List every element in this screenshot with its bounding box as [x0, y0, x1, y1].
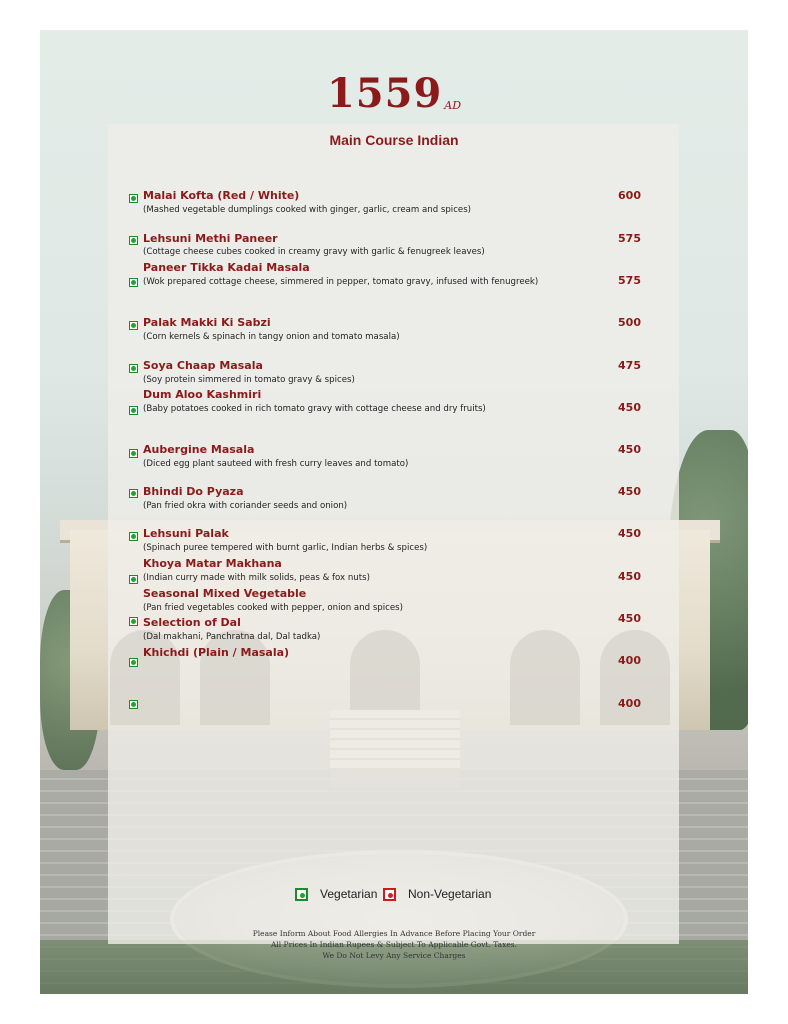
brand-suffix: AD [444, 99, 462, 112]
veg-indicator-icon [129, 236, 138, 245]
dish-price: 400 [618, 697, 641, 710]
dish-name: Lehsuni Methi Paneer [143, 232, 278, 245]
dish-description: (Corn kernels & spinach in tangy onion and tomato masala) [143, 332, 400, 342]
dish-price: 475 [618, 359, 641, 372]
dish-name: Khichdi (Plain / Masala) [143, 646, 290, 659]
dish-description: (Soy protein simmered in tomato gravy & spices) [143, 375, 355, 385]
footer-service-note: We Do Not Levy Any Service Charges [322, 951, 466, 960]
dish-description: (Diced egg plant sauteed with fresh curry leaves and tomato) [143, 459, 409, 469]
dish-name: Palak Makki Ki Sabzi [143, 316, 271, 329]
non-vegetarian-icon [383, 888, 396, 901]
legend-nonveg-label: Non-Vegetarian [408, 887, 492, 901]
veg-indicator-icon [129, 278, 138, 287]
dish-price: 450 [618, 570, 641, 583]
dish-description: (Spinach puree tempered with burnt garlic, Indian herbs & spices) [143, 543, 428, 553]
veg-indicator-icon [129, 449, 138, 458]
dish-description: (Wok prepared cottage cheese, simmered in pepper, tomato gravy, infused with fenugreek) [143, 277, 539, 287]
veg-indicator-icon [129, 321, 138, 330]
footer-allergy-note: Please Inform About Food Allergies In Advance Before Placing Your Order [252, 929, 536, 938]
veg-indicator-icon [129, 532, 138, 541]
veg-indicator-icon [129, 489, 138, 498]
brand-logo [0, 70, 788, 117]
vegetarian-icon [295, 888, 308, 901]
dish-description: (Mashed vegetable dumplings cooked with ginger, garlic, cream and spices) [143, 205, 472, 215]
dish-price: 450 [618, 401, 641, 414]
dish-name: Aubergine Masala [143, 443, 255, 456]
dish-description: (Baby potatoes cooked in rich tomato gravy with cottage cheese and dry fruits) [143, 404, 486, 414]
dish-price: 450 [618, 612, 641, 625]
dish-price: 575 [618, 232, 641, 245]
dish-name: Soya Chaap Masala [143, 359, 263, 372]
dish-price: 600 [618, 189, 641, 202]
dish-description: (Pan fried okra with coriander seeds and onion) [143, 501, 348, 511]
dish-name: Dum Aloo Kashmiri [143, 388, 262, 401]
veg-indicator-icon [129, 617, 138, 626]
dish-name: Khoya Matar Makhana [143, 557, 282, 570]
dish-description: (Indian curry made with milk solids, peas & fox nuts) [143, 573, 370, 583]
dish-description: (Dal makhani, Panchratna dal, Dal tadka) [143, 632, 321, 642]
veg-indicator-icon [129, 194, 138, 203]
section-title: Main Course Indian [329, 132, 459, 148]
veg-indicator-icon [129, 658, 138, 667]
dish-price: 400 [618, 654, 641, 667]
dish-price: 575 [618, 274, 641, 287]
veg-indicator-icon [129, 406, 138, 415]
dish-name: Malai Kofta (Red / White) [143, 189, 300, 202]
veg-indicator-icon [129, 364, 138, 373]
dish-name: Paneer Tikka Kadai Masala [143, 261, 310, 274]
dish-name: Lehsuni Palak [143, 527, 229, 540]
legend-veg-label: Vegetarian [320, 887, 378, 901]
dish-description: (Pan fried vegetables cooked with pepper, onion and spices) [143, 603, 403, 613]
brand-name: 1559 [326, 70, 443, 117]
veg-indicator-icon [129, 700, 138, 709]
dish-price: 450 [618, 443, 641, 456]
dish-price: 450 [618, 485, 641, 498]
footer-price-note: All Prices In Indian Rupees & Subject To Applicable Govt. Taxes. [270, 940, 518, 949]
dish-name: Selection of Dal [143, 616, 241, 629]
dish-name: Seasonal Mixed Vegetable [143, 587, 307, 600]
dish-price: 450 [618, 527, 641, 540]
dish-description: (Cottage cheese cubes cooked in creamy gravy with garlic & fenugreek leaves) [143, 247, 485, 257]
dish-name: Bhindi Do Pyaza [143, 485, 244, 498]
dish-price: 500 [618, 316, 641, 329]
veg-indicator-icon [129, 575, 138, 584]
